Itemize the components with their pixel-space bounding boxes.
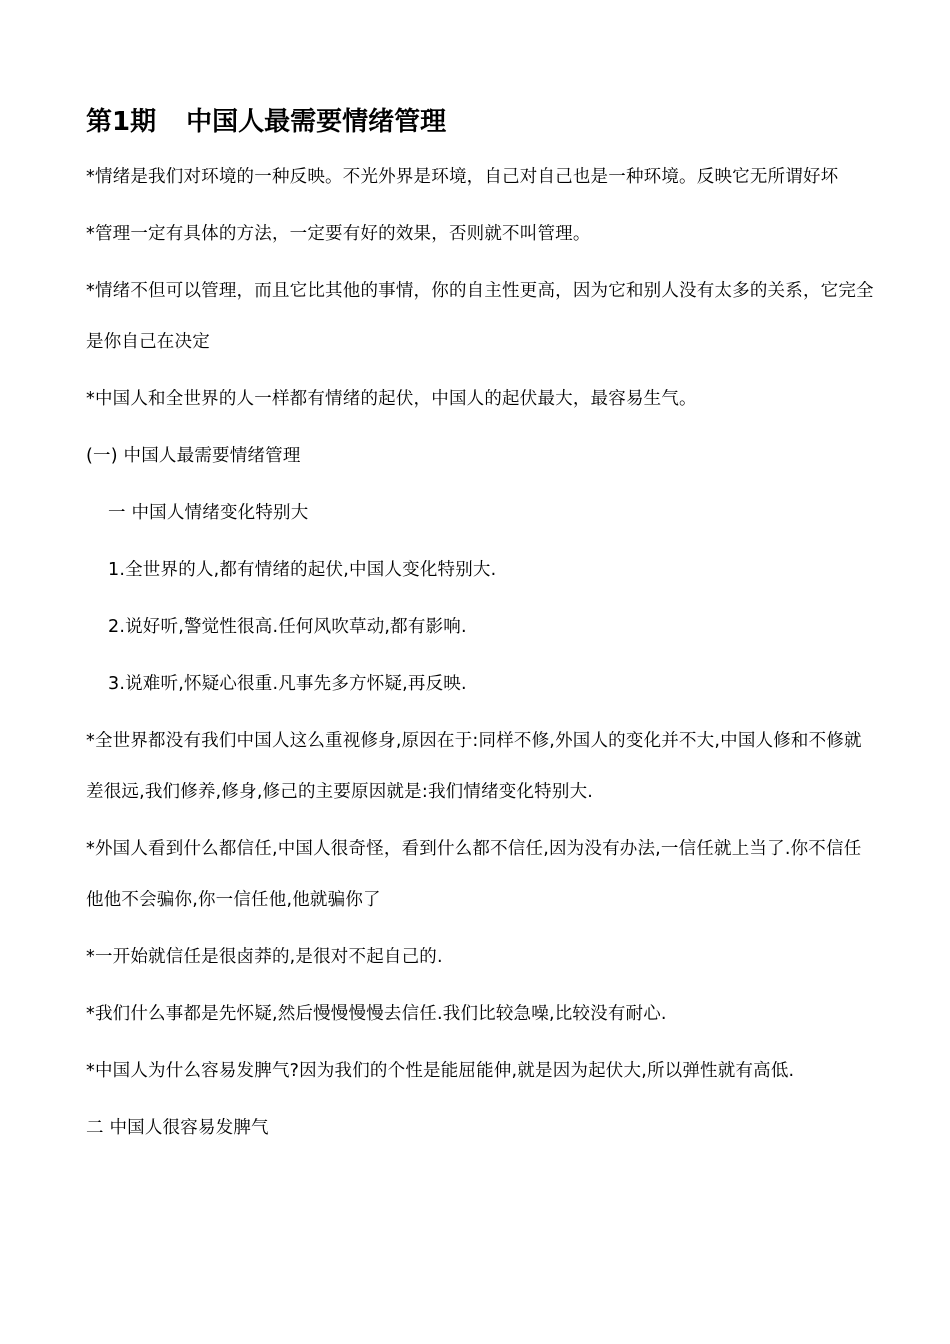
title-number: 第1期: [86, 107, 157, 137]
title-text: 中国人最需要情绪管理: [186, 107, 447, 137]
paragraph-suspicion-first: *我们什么事都是先怀疑,然后慢慢慢慢去信任.我们比较急噪,比较没有耐心.: [86, 1004, 667, 1024]
paragraph-management-method: *管理一定有具体的方法，一定要有好的效果，否则就不叫管理。: [86, 224, 591, 244]
list-item: 2.说好听,警觉性很高.任何风吹草动,都有影响.: [108, 617, 467, 637]
paragraph-initial-trust: *一开始就信任是很卤莽的,是很对不起自己的.: [86, 947, 443, 967]
list-item: 1.全世界的人,都有情绪的起伏,中国人变化特别大.: [108, 560, 497, 580]
page-title: [86, 98, 876, 146]
paragraph-emotion-definition: *情绪是我们对环境的一种反映。不光外界是环境，自己对自己也是一种环境。反映它无所谓好坏: [86, 167, 839, 187]
subsection-heading-2: 二 中国人很容易发脾气: [86, 1118, 269, 1138]
paragraph-temper: *中国人为什么容易发脾气?因为我们的个性是能屈能伸,就是因为起伏大,所以弹性就有高低.: [86, 1061, 795, 1081]
section-heading-1: (一) 中国人最需要情绪管理: [86, 446, 301, 466]
paragraph-emotion-fluctuation: *中国人和全世界的人一样都有情绪的起伏，中国人的起伏最大，最容易生气。: [86, 389, 697, 409]
paragraph-self-cultivation: *全世界都没有我们中国人这么重视修身,原因在于:同样不修,外国人的变化并不大,中国人修和不修就差很远,我们修养,修身,修己的主要原因就是:我们情绪变化特别大.: [86, 731, 862, 802]
list-item: 3.说难听,怀疑心很重.凡事先多方怀疑,再反映.: [108, 674, 467, 694]
document-page: [86, 98, 876, 1160]
paragraph-trust: *外国人看到什么都信任,中国人很奇怪，看到什么都不信任,因为没有办法,一信任就上当了.你不信任他他不会骗你,你一信任他,他就骗你了: [86, 839, 862, 910]
subsection-heading-1: 一 中国人情绪变化特别大: [108, 503, 309, 523]
paragraph-emotion-autonomy: *情绪不但可以管理，而且它比其他的事情，你的自主性更高，因为它和别人没有太多的关系，它完全是你自己在决定: [86, 281, 874, 352]
